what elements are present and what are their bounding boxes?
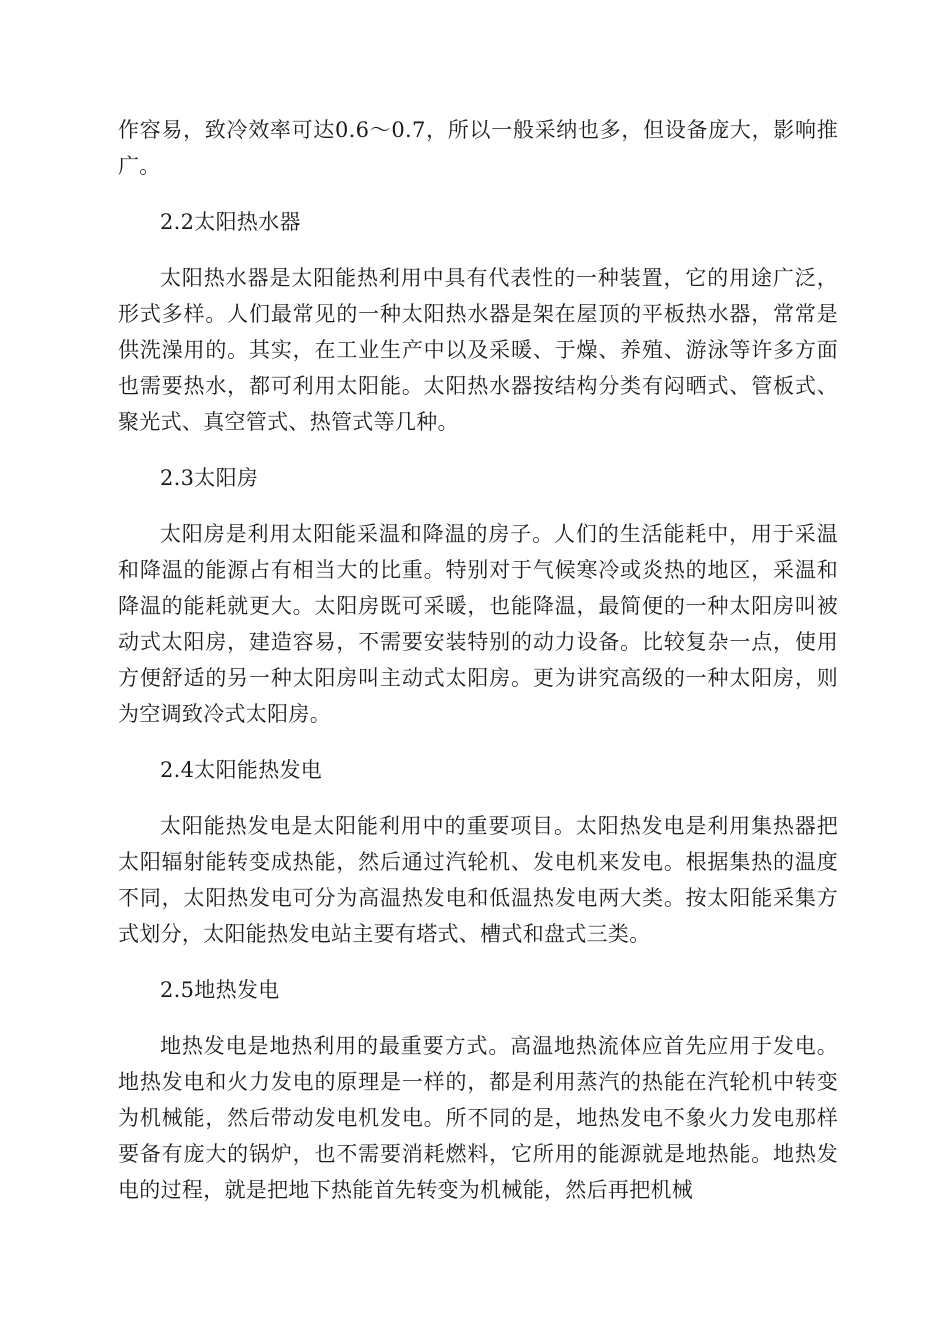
section-body-2-4: 太阳能热发电是太阳能利用中的重要项目。太阳热发电是利用集热器把太阳辐射能转变成热能，然后通过汽轮机、发电机来发电。根据集热的温度不同，太阳热发电可分为高温热发电和低温热发电两大类。按太阳能采集方式划分，太阳能热发电站主要有塔式、槽式和盘式三类。 [118, 814, 838, 946]
section-heading-2-5: 2.5地热发电 [160, 978, 280, 1002]
document-page [118, 112, 838, 1228]
section-body-2-5: 地热发电是地热利用的最重要方式。高温地热流体应首先应用于发电。地热发电和火力发电的原理是一样的，都是利用蒸汽的热能在汽轮机中转变为机械能，然后带动发电机发电。所不同的是，地热发电不象火力发电那样要备有庞大的锅炉，也不需要消耗燃料，它所用的能源就是地热能。地热发电的过程，就是把地下热能首先转变为机械能，然后再把机械 [118, 1034, 838, 1202]
continuation-paragraph: 作容易，致冷效率可达0.6～0.7，所以一般采纳也多，但设备庞大，影响推广。 [118, 118, 838, 178]
section-body-2-3: 太阳房是利用太阳能采温和降温的房子。人们的生活能耗中，用于采温和降温的能源占有相当大的比重。特别对于气候寒冷或炎热的地区，采温和降温的能耗就更大。太阳房既可采暖，也能降温，最简便的一种太阳房叫被动式太阳房，建造容易，不需要安装特别的动力设备。比较复杂一点，使用方便舒适的另一种太阳房叫主动式太阳房。更为讲究高级的一种太阳房，则为空调致冷式太阳房。 [118, 522, 838, 726]
section-heading-2-4: 2.4太阳能热发电 [160, 758, 323, 782]
section-heading-2-3: 2.3太阳房 [160, 466, 259, 490]
section-heading-2-2: 2.2太阳热水器 [160, 210, 301, 234]
section-body-2-2: 太阳热水器是太阳能热利用中具有代表性的一种装置，它的用途广泛，形式多样。人们最常见的一种太阳热水器是架在屋顶的平板热水器，常常是供洗澡用的。其实，在工业生产中以及采暖、于燥、养殖、游泳等许多方面也需要热水，都可利用太阳能。太阳热水器按结构分类有闷晒式、管板式、聚光式、真空管式、热管式等几种。 [118, 266, 838, 434]
